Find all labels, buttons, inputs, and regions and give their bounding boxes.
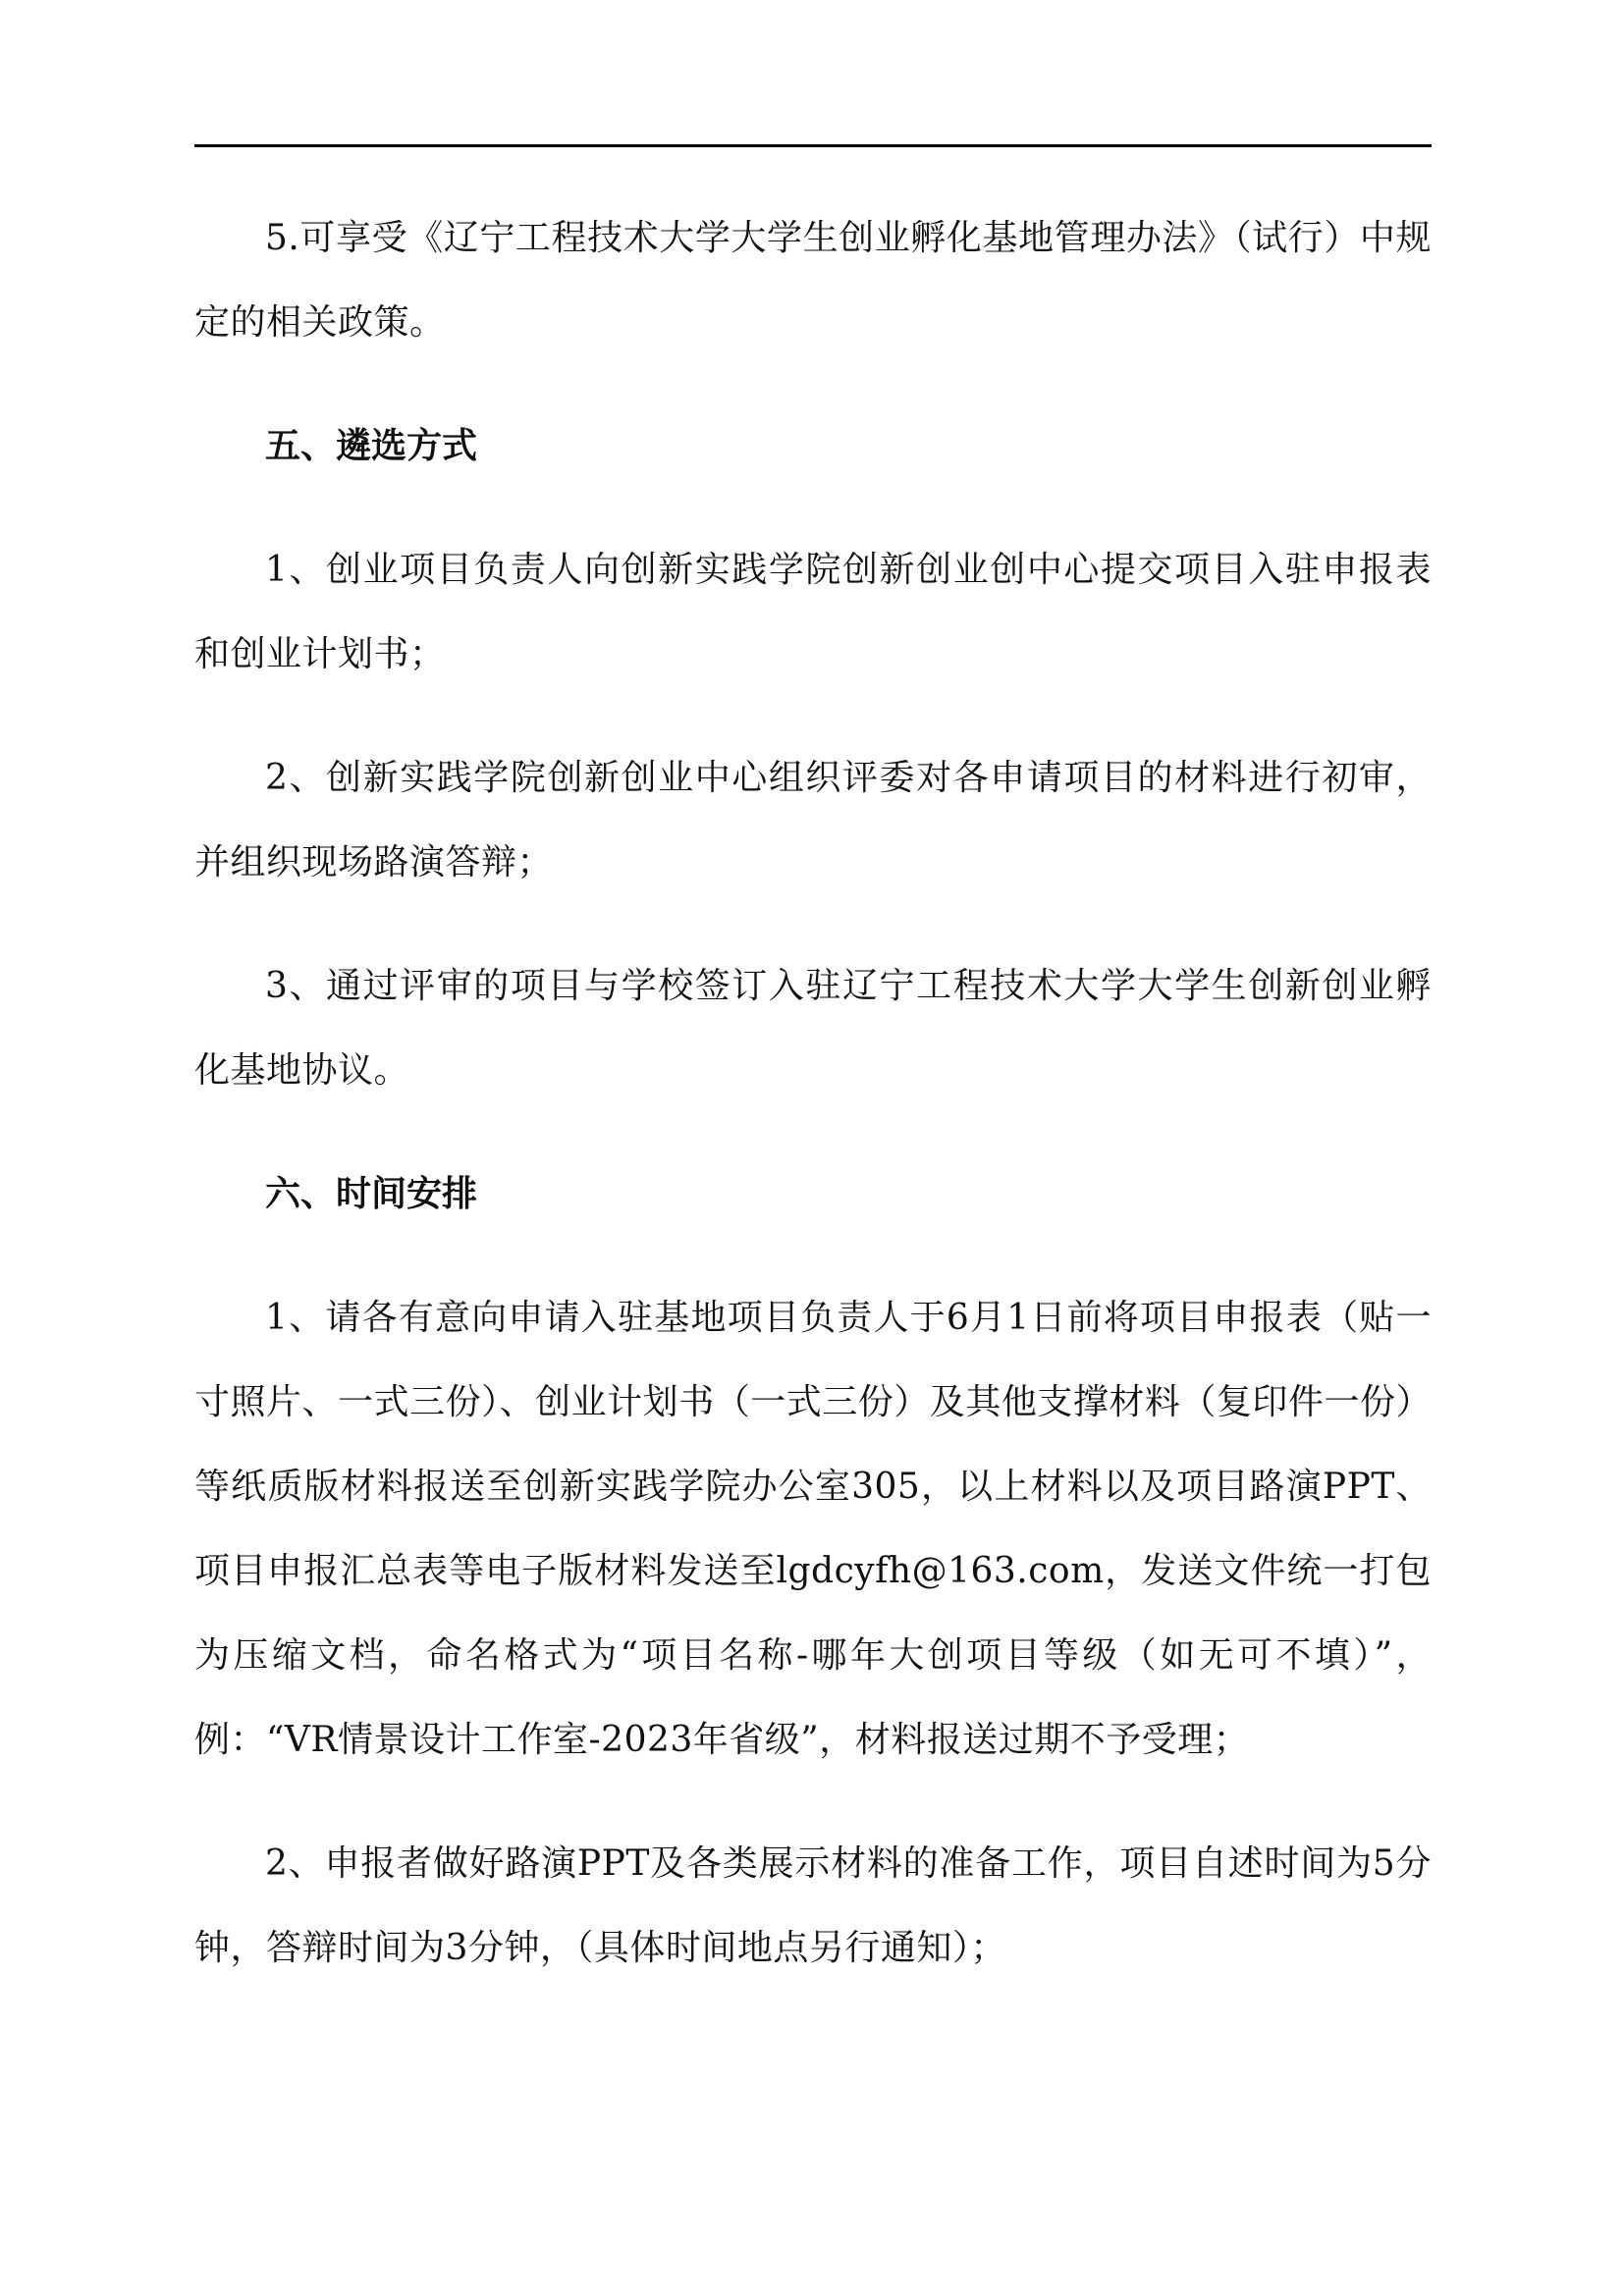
header-rule — [194, 144, 1432, 147]
paragraph-schedule-2: 2、申报者做好路演PPT及各类展示材料的准备工作，项目自述时间为5分钟，答辩时间为3分钟，（具体时间地点另行通知）； — [194, 1843, 1432, 1968]
paragraph-policy-5: 5.可享受《辽宁工程技术大学大学生创业孵化基地管理办法》（试行）中规定的相关政策。 — [194, 218, 1432, 343]
paragraph-schedule-1: 1、请各有意向申请入驻基地项目负责人于6月1日前将项目申报表（贴一寸照片、一式三份）、创业计划书（一式三份）及其他支撑材料（复印件一份）等纸质版材料报送至创新实践学院办公室305，以上材料以及项目路演PPT、项目申报汇总表等电子版材料发送至lgdcyfh@163.com，发送文件统一打包为压缩文档，命名格式为“项目名称-哪年大创项目等级（如无可不填）”，例：“VR情景设计工作室-2023年省级”，材料报送过期不予受理； — [194, 1298, 1432, 1760]
paragraph-selection-1: 1、创业项目负责人向创新实践学院创新创业创中心提交项目入驻申报表和创业计划书； — [194, 550, 1432, 674]
heading-schedule: 六、时间安排 — [265, 1174, 478, 1214]
paragraph-selection-3: 3、通过评审的项目与学校签订入驻辽宁工程技术大学大学生创新创业孵化基地协议。 — [194, 966, 1432, 1091]
heading-selection-method: 五、遴选方式 — [265, 426, 478, 466]
document-body — [194, 196, 1432, 1991]
paragraph-selection-2: 2、创新实践学院创新创业中心组织评委对各申请项目的材料进行初审，并组织现场路演答辩； — [194, 758, 1432, 882]
